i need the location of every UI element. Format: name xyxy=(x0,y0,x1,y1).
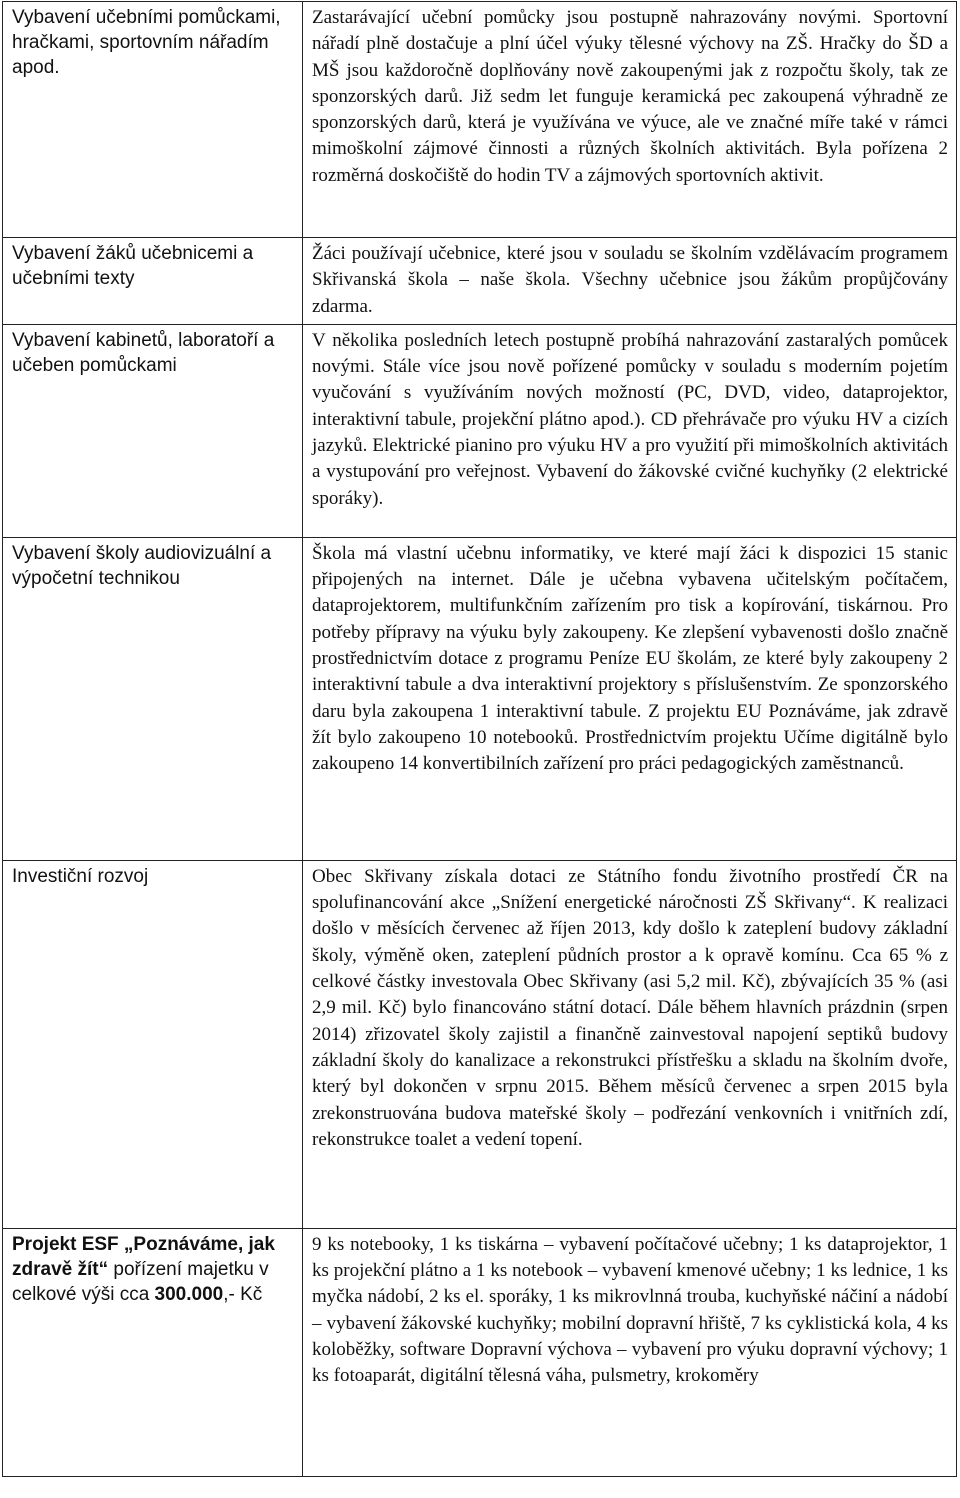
table-row xyxy=(3,238,957,325)
row-text: Žáci používají učebnice, které jsou v souladu se školním vzdělávacím programem Skřivanská škola – naše škola. Všechny učebnice jsou žákům propůjčovány zdarma. xyxy=(303,238,957,325)
row-label xyxy=(3,1228,303,1476)
row-label: Vybavení žáků učebnicemi a učebními texty xyxy=(3,238,303,325)
equipment-table xyxy=(2,1,957,1477)
row-label: Investiční rozvoj xyxy=(3,860,303,1228)
row-text: Obec Skřivany získala dotaci ze Státního fondu životního prostředí ČR na spolufinancování akce „Snížení energetické náročnosti ZŠ Skřivany“. K realizaci došlo v měsících červenec až říjen 2013, kdy došlo k zateplení budovy základní školy, výměně oken, zateplení půdních prostor a k opravě komínu. Cca 65 % z celkové částky investovala Obec Skřivany (asi 5,2 mil. Kč), zbývajících 35 % (asi 2,9 mil. Kč) bylo financováno státní dotací. Dále během hlavních prázdnin (srpen 2014) zřizovatel školy zajistil a finančně zainvestoval napojení septiků budovy základní školy do kanalizace a rekonstrukci přístřešku a skladu na školním dvoře, který byl dokončen v srpnu 2015. Během měsíců červenec a srpen 2015 byla zrekonstruována budova mateřské školy – podřezání venkovních i vnitřních zdí, rekonstrukce toalet a vedení topení. xyxy=(303,860,957,1228)
project-description: pořízení majetku v celkové výši cca xyxy=(12,1258,269,1305)
table-row xyxy=(3,860,957,1228)
project-amount: 300.000 xyxy=(154,1283,224,1305)
project-currency: ,- Kč xyxy=(223,1283,263,1305)
row-text: Zastarávající učební pomůcky jsou postupně nahrazovány novými. Sportovní nářadí plně dostačuje a plní účel výuky tělesné výchovy na ZŠ. Hračky do ŠD a MŠ jsou každoročně doplňovány nově zakoupenými jak z rozpočtu školy, tak ze sponzorských darů. Již sedm let funguje keramická pec zakoupená výhradně ze sponzorských darů, která je využívána ve výuce, ale ve značné míře také v rámci mimoškolní zájmové činnosti a různých školních aktivitách. Byla pořízena 2 rozměrná doskočiště do hodin TV a zájmových sportovních aktivit. xyxy=(303,2,957,238)
row-label: Vybavení kabinetů, laboratoří a učeben pomůckami xyxy=(3,324,303,537)
table-row xyxy=(3,2,957,238)
table-row xyxy=(3,537,957,860)
row-label: Vybavení školy audiovizuální a výpočetní technikou xyxy=(3,537,303,860)
table-row xyxy=(3,1228,957,1476)
table-row xyxy=(3,324,957,537)
row-text: Škola má vlastní učebnu informatiky, ve které mají žáci k dispozici 15 stanic připojených na internet. Dále je učebna vybavena učitelským počítačem, dataprojektorem, multifunkčním zařízením pro tisk a kopírování, tiskárnou. Pro potřeby přípravy na výuku byly zakoupeny. Ke zlepšení vybavenosti došlo značně prostřednictvím dotace z programu Peníze EU školám, ze které byly zakoupeny 2 interaktivní tabule a dva interaktivní projektory s příslušenstvím. Ze sponzorského daru byla zakoupena 1 interaktivní tabule. Z projektu EU Poznáváme, jak zdravě žít bylo zakoupeno 10 notebooků. Prostřednictvím projektu Učíme digitálně bylo zakoupeno 14 konvertibilních zařízení pro práci pedagogických zaměstnanců. xyxy=(303,537,957,860)
row-text: 9 ks notebooky, 1 ks tiskárna – vybavení počítačové učebny; 1 ks dataprojektor, 1 ks projekční plátno a 1 ks notebook – vybavení kmenové učebny; 1 ks lednice, 1 ks myčka nádobí, 2 ks el. sporáky, 1 ks mikrovlnná trouba, kuchyňské náčiní a nádobí – vybavení žákovské kuchyňky; mobilní dopravní hřiště, 7 ks cyklistická kola, 4 ks koloběžky, software Dopravní výchova – vybavení pro výuku dopravní výchovy; 1 ks fotoaparát, digitální tělesná váha, pulsmetry, krokoměry xyxy=(303,1228,957,1476)
row-text: V několika posledních letech postupně probíhá nahrazování zastaralých pomůcek novými. Stále více jsou nově pořízené pomůcky v souladu s moderním pojetím vyučování s využíváním nových možností (PC, DVD, video, dataprojektor, interaktivní tabule, projekční plátno apod.). CD přehrávače pro výuku HV a cizích jazyků. Elektrické pianino pro výuku HV a pro využití při mimoškolních aktivitách a vystupování pro veřejnost. Vybavení do žákovské cvičné kuchyňky (2 elektrické sporáky). xyxy=(303,324,957,537)
project-title: Projekt ESF „Poznáváme, jak zdravě žít“ xyxy=(12,1233,275,1280)
row-label: Vybavení učebními pomůckami, hračkami, sportovním nářadím apod. xyxy=(3,2,303,238)
